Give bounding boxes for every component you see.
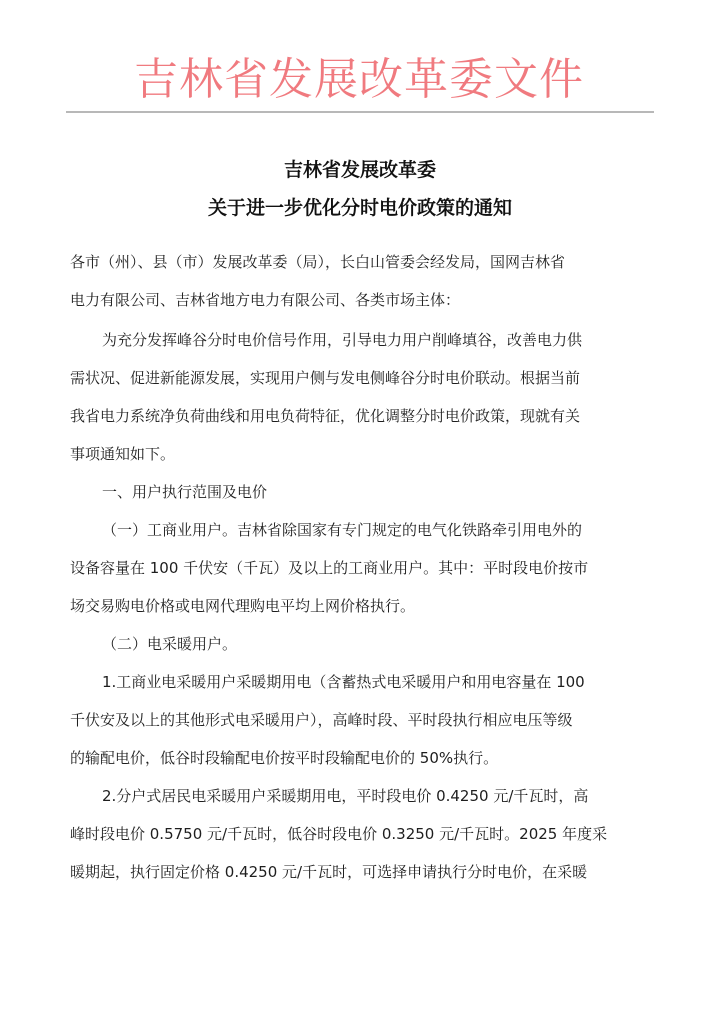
paragraph-line: 千伏安及以上的其他形式电采暖用户），高峰时段、平时段执行相应电压等级 xyxy=(70,711,573,729)
red-header-title: 吉林省发展改革委文件 xyxy=(134,54,584,105)
paragraph-line: 需状况、促进新能源发展，实现用户侧与发电侧峰谷分时电价联动。根据当前 xyxy=(70,369,581,387)
paragraph-line: 暖期起，执行固定价格 0.4250 元/千瓦时，可选择申请执行分时电价，在采暖 xyxy=(70,863,588,881)
paragraph-line: 事项通知如下。 xyxy=(70,445,176,463)
document-title-line-1: 吉林省发展改革委 xyxy=(283,159,436,181)
paragraph-line: 1.工商业电采暖用户采暖期用电（含蓄热式电采暖用户和用电容量在 100 xyxy=(102,673,585,691)
document-title-line-2: 关于进一步优化分时电价政策的通知 xyxy=(207,197,512,219)
paragraph-line: 场交易购电价格或电网代理购电平均上网价格执行。 xyxy=(70,597,416,615)
paragraph-line: 为充分发挥峰谷分时电价信号作用，引导电力用户削峰填谷，改善电力供 xyxy=(102,331,583,349)
addressee-line-2: 电力有限公司、吉林省地方电力有限公司、各类市场主体： xyxy=(70,291,461,309)
subsection-heading: （二）电采暖用户。 xyxy=(102,635,238,653)
paragraph-line: 我省电力系统净负荷曲线和用电负荷特征，优化调整分时电价政策，现就有关 xyxy=(70,407,581,425)
section-heading: 一、用户执行范围及电价 xyxy=(102,483,268,501)
paragraph-line: 设备容量在 100 千伏安（千瓦）及以上的工商业用户。其中：平时段电价按市 xyxy=(70,559,589,577)
paragraph-line: 峰时段电价 0.5750 元/千瓦时，低谷时段电价 0.3250 元/千瓦时。2025 年度采 xyxy=(70,825,608,843)
addressee-line-1: 各市（州）、县（市）发展改革委（局），长白山管委会经发局，国网吉林省 xyxy=(70,253,566,271)
paragraph-line: （一）工商业用户。吉林省除国家有专门规定的电气化铁路牵引用电外的 xyxy=(102,521,583,539)
paragraph-line: 2.分户式居民电采暖用户采暖期用电，平时段电价 0.4250 元/千瓦时，高 xyxy=(102,787,589,805)
header-divider xyxy=(66,111,654,113)
paragraph-line: 的输配电价，低谷时段输配电价按平时段输配电价的 50%执行。 xyxy=(70,749,499,767)
